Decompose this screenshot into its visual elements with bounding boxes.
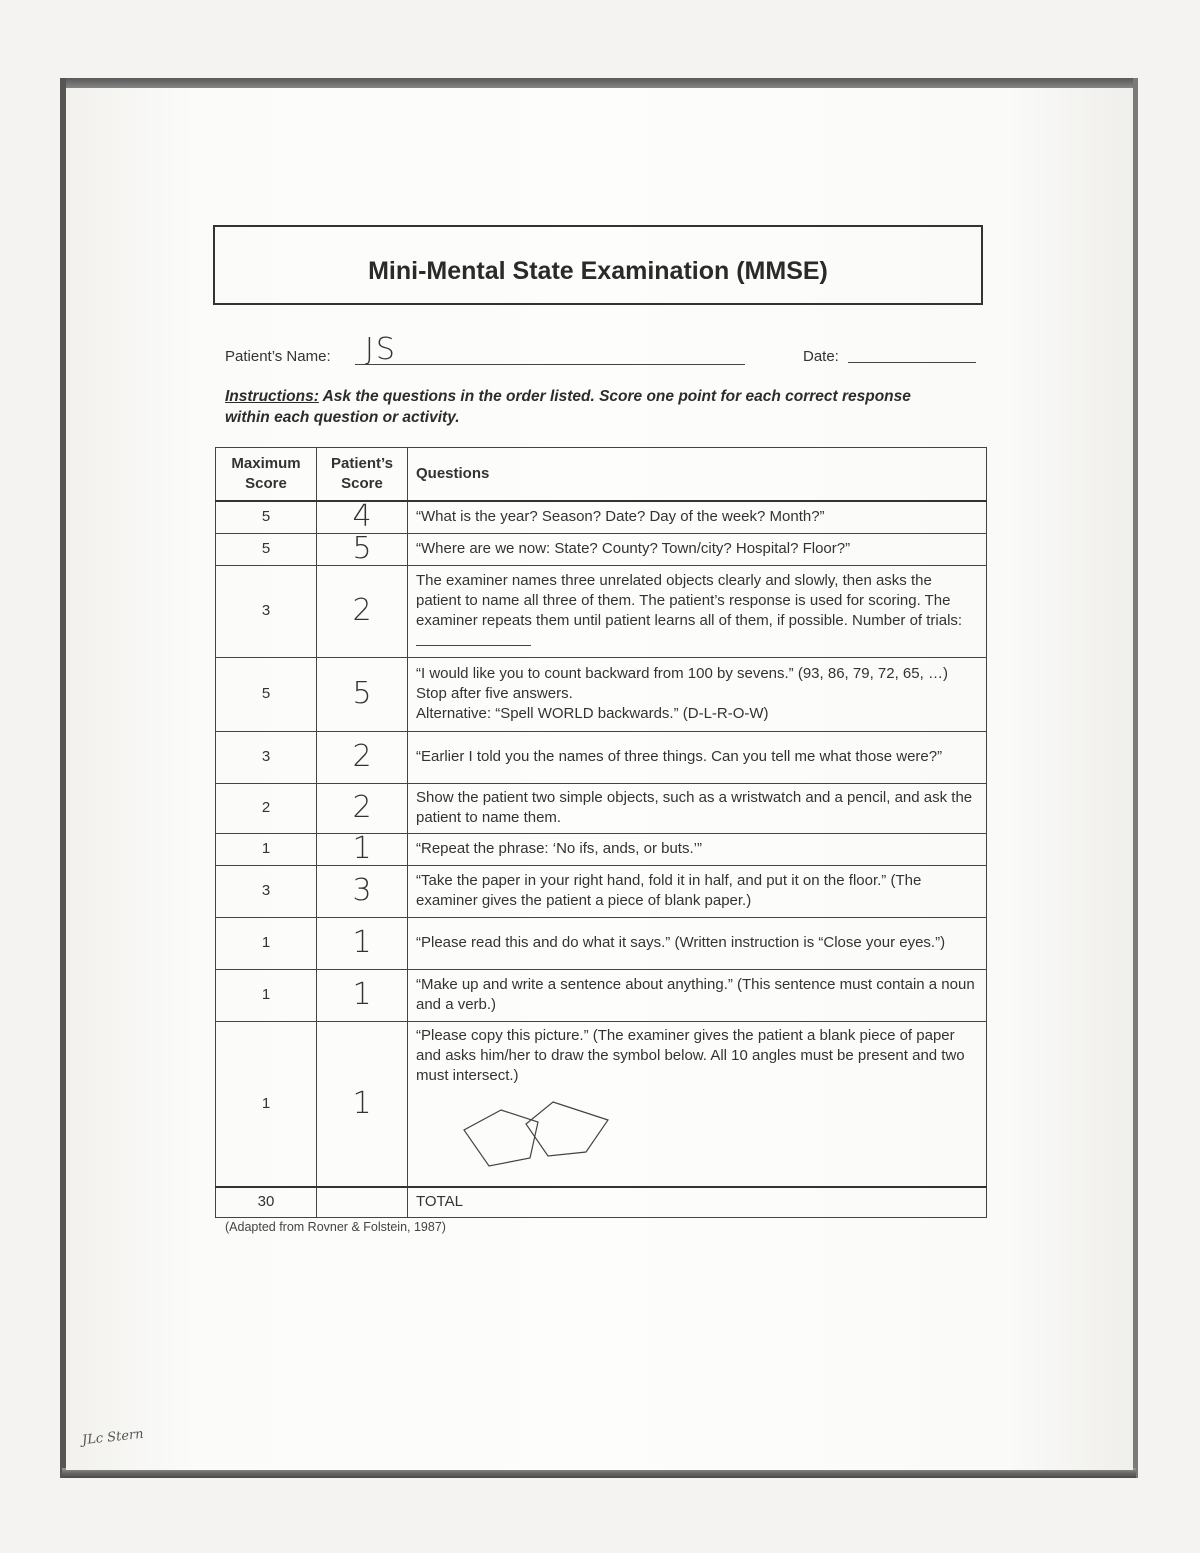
max-score-cell: 1 [216,1021,317,1187]
header-questions: Questions [408,448,987,502]
table-row [216,731,987,783]
paper-right-edge-shadow [1133,78,1138,1478]
table-row [216,865,987,917]
instructions-lead: Instructions: [225,388,319,405]
patient-score-cell: 1 [317,1021,408,1187]
total-max-score: 30 [216,1187,317,1217]
total-row [216,1187,987,1217]
date-label: Date: [803,348,839,365]
patient-score-cell: 5 [317,533,408,565]
intersecting-pentagons-figure-icon [446,1094,636,1174]
table-row [216,533,987,565]
patient-name-value: JS [365,332,397,367]
question-cell [408,1021,987,1187]
table-header-row [216,448,987,502]
patient-score-cell: 1 [317,917,408,969]
max-score-cell: 1 [216,917,317,969]
patient-score-cell: 5 [317,657,408,731]
question-cell: “Make up and write a sentence about anything.” (This sentence must contain a noun and a verb.) [408,969,987,1021]
header-patient-score: Patient’s Score [317,448,408,502]
date-line [848,362,976,363]
total-label: TOTAL [408,1187,987,1217]
max-score-cell: 3 [216,731,317,783]
header-max-score: Maximum Score [216,448,317,502]
page-title: Mini-Mental State Examination (MMSE) [368,257,828,285]
patient-score-cell: 2 [317,731,408,783]
max-score-cell: 5 [216,501,317,533]
table-row [216,501,987,533]
patient-score-cell: 2 [317,565,408,657]
mmse-table [215,447,987,1218]
question-cell [408,565,987,657]
question-text: “Please copy this picture.” (The examiner gives the patient a blank piece of paper and asks him/her to draw the symbol below. All 10 angles must be present and two must intersect.) [416,1026,965,1084]
table-row [216,833,987,865]
question-cell: “Where are we now: State? County? Town/city? Hospital? Floor?” [408,533,987,565]
trials-blank-line [416,631,531,646]
table-row [216,657,987,731]
handwritten-signature: JLc Stern [81,1426,145,1449]
table-row [216,1021,987,1187]
question-cell [408,657,987,731]
patient-score-cell: 3 [317,865,408,917]
table-row [216,917,987,969]
instructions [225,386,945,428]
citation: (Adapted from Rovner & Folstein, 1987) [225,1220,446,1234]
question-text: “I would like you to count backward from 100 by sevens.” (93, 86, 79, 72, 65, …) Stop after five answers. [416,665,948,702]
question-text: The examiner names three unrelated objects clearly and slowly, then asks the patient to name all three of them. The patient’s response is used for scoring. The examiner repeats them until patient learns all of them, if possible. Number of trials: [416,571,963,629]
total-patient-score [317,1187,408,1217]
max-score-cell: 3 [216,865,317,917]
table-row [216,969,987,1021]
question-cell: “Earlier I told you the names of three things. Can you tell me what those were?” [408,731,987,783]
patient-score-cell: 1 [317,969,408,1021]
question-cell: Show the patient two simple objects, such as a wristwatch and a pencil, and ask the patient to name them. [408,783,987,833]
max-score-cell: 1 [216,833,317,865]
instructions-text: Ask the questions in the order listed. Score one point for each correct response within each question or activity. [225,388,911,426]
question-cell: “Take the paper in your right hand, fold it in half, and put it on the floor.” (The examiner gives the patient a piece of blank paper.) [408,865,987,917]
max-score-cell: 5 [216,533,317,565]
question-cell: “What is the year? Season? Date? Day of the week? Month?” [408,501,987,533]
table-row [216,565,987,657]
patient-name-label: Patient’s Name: [225,348,331,365]
title-box [213,225,983,305]
patient-name-line [355,364,745,365]
max-score-cell: 3 [216,565,317,657]
question-cell: “Repeat the phrase: ‘No ifs, ands, or buts.’” [408,833,987,865]
patient-score-cell: 1 [317,833,408,865]
max-score-cell: 1 [216,969,317,1021]
max-score-cell: 2 [216,783,317,833]
patient-score-cell: 2 [317,783,408,833]
patient-score-cell: 4 [317,501,408,533]
max-score-cell: 5 [216,657,317,731]
table-row [216,783,987,833]
question-alternative: Alternative: “Spell WORLD backwards.” (D-L-R-O-W) [416,705,769,722]
question-cell: “Please read this and do what it says.” (Written instruction is “Close your eyes.”) [408,917,987,969]
